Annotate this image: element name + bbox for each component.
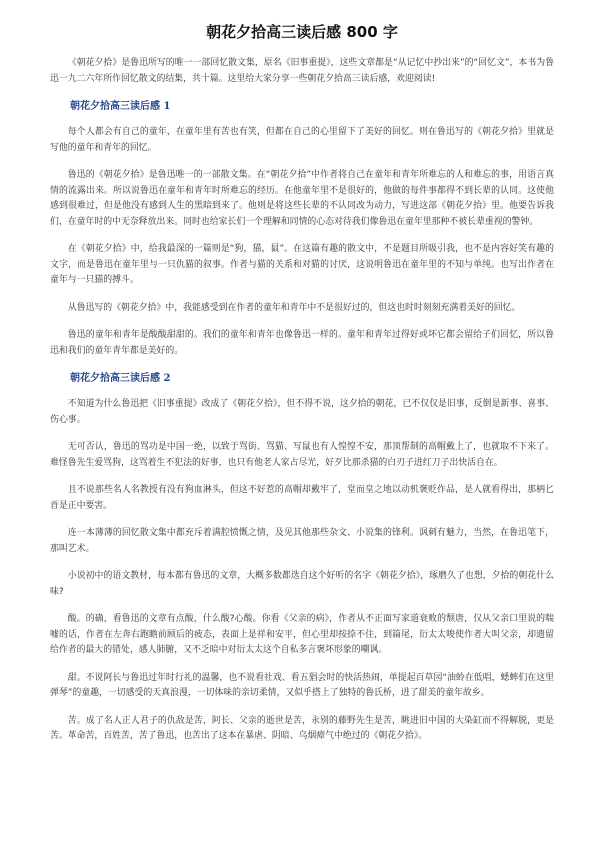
paragraph: 不知道为什么鲁迅把《旧事重提》改成了《朝花夕拾》，但不得不说，这夕拾的朝花，已不仅仅是旧事，反倒是新事、喜事、伤心事。 (50, 399, 554, 425)
section-heading-2: 朝花夕拾高三读后感 2 (70, 373, 171, 384)
paragraph: 从鲁迅写的《朝花夕拾》中，我能感受到在作者的童年和青年中不是很好过的，但这也时时刻刻充满着美好的回忆。 (67, 302, 521, 313)
paragraph: 在《朝花夕拾》中，给我最深的一篇则是“狗，猫，鼠”。在这篇有趣的散文中，不是题目所吸引我，也不是内容好笑有趣的文字，而是鲁迅在童年里与一只仇猫的叙事。作者与猫的关系和对猫的讨厌，这说明鲁迅在童年里的不知与单纯。也写出作者在童年与一只猫的搏斗。 (50, 244, 554, 285)
paragraph: 且不说那些名人名教授有没有狗血淋头，但这不好惹的高帽却戴牢了，堂而皇之地以动机褒贬作品，是人就看得出，那柄匕首是正中要害。 (50, 485, 554, 511)
paragraph: 甜。不说阿长与鲁迅过年时行礼的温馨，也不说看社戏、看五猖会时的快活热闹，单提起百草园“油蛉在低唱，蟋蟀们在这里弹琴”的童趣，一切感受的天真浪漫，一切体味的亲切柔情，又似乎搭上了独特的鲁氏桥，进了甜美的童年故乡。 (50, 672, 554, 698)
intro-paragraph: 《朝花夕拾》是鲁迅所写的唯一一部回忆散文集，原名《旧事重提》，这些文章都是“从记忆中抄出来”的“回忆文”，本书为鲁迅一九二六年所作回忆散文的结集，共十篇。这里给大家分享一些朝花夕拾高三读后感，欢迎阅读! (50, 58, 554, 84)
paragraph: 连一本薄薄的回忆散文集中都充斥着满腔愤慨之情，及见其他那些杂文、小说集的锋利。讽刺有魅力，当然，在鲁迅笔下，那叫艺术。 (50, 528, 554, 554)
paragraph: 鲁迅的《朝花夕拾》是鲁迅唯一的一部散文集。在“朝花夕拾”中作者将自己在童年和青年所难忘的人和难忘的事，用语言真情的流露出来。所以说鲁迅在童年和青年时所难忘的经历。在他童年里不是很好的，他做的每件事都得不到长辈的认同。这使他感到很难过，但是他没有感到人生的黑暗到来了。他则是将这些长辈的不认同改为动力，写进这部《朝花夕拾》里。他要告诉我们，在童年时的中无奈释放出来。同时也给家长们一个理解和同情的心态对待我们像鲁迅在童年里那种不被长辈重视的警钟。 (50, 170, 554, 227)
paragraph: 小说初中的语文教材，每本都有鲁迅的文章，大概多数都选自这个好听的名字《朝花夕拾》，琢磨久了也想，夕拾的朝花什么味? (50, 571, 554, 597)
paragraph: 苦。成了名人正人君子的仇敌是苦，阿长、父亲的逝世是苦，永别的藤野先生是苦，眺进旧中国的大染缸而不得解脱，更是苦。革命苦，百姓苦，苦了鲁迅，也苦出了这本在暴虐、阴暗、乌烟瘴气中绝过的《朝花夕拾》。 (50, 715, 554, 741)
paragraph: 每个人都会有自己的童年，在童年里有苦也有笑，但都在自己的心里留下了美好的回忆。则在鲁迅写的《朝花夕拾》里就是写他的童年和青年的回忆。 (50, 127, 554, 153)
paragraph: 鲁迅的童年和青年是酸酸甜甜的。我们的童年和青年也像鲁迅一样的。童年和青年过得好或坏它都会留给子们回忆，所以鲁迅和我们的童年青年都是美好的。 (50, 330, 554, 356)
document-title: 朝花夕拾高三读后感 800 字 (206, 23, 398, 41)
paragraph: 酸。的确，看鲁迅的文章有点酸，什么酸?心酸。你看《父亲的病》，作者从不正面写家道衰败的颓唐，仅从父亲口里说的喘嘘的话，作者在左奔右跑瞻前顾后的疲态，表面上是祥和安平，但心里却按捺不住，到篇尾，衍太太唆使作者大叫父亲，却遗留给作者的最大的错处，感人肺腑，又不乏暗中对衍太太这个自私多言褒坏形象的嘲讽。 (50, 614, 554, 655)
section-heading-1: 朝花夕拾高三读后感 1 (70, 101, 171, 112)
paragraph: 无可否认，鲁迅的骂功是中国一绝，以致于骂街、骂猫、写鼠也有人惶惶不安，那顶帮制的高帽戴上了，也就取不下来了。难怪鲁先生爱骂狗，这骂着生不犯法的好事，也只有他老人家占尽光，好歹比那杀猫的白刃子进红刀子出快活自在。 (50, 442, 554, 468)
